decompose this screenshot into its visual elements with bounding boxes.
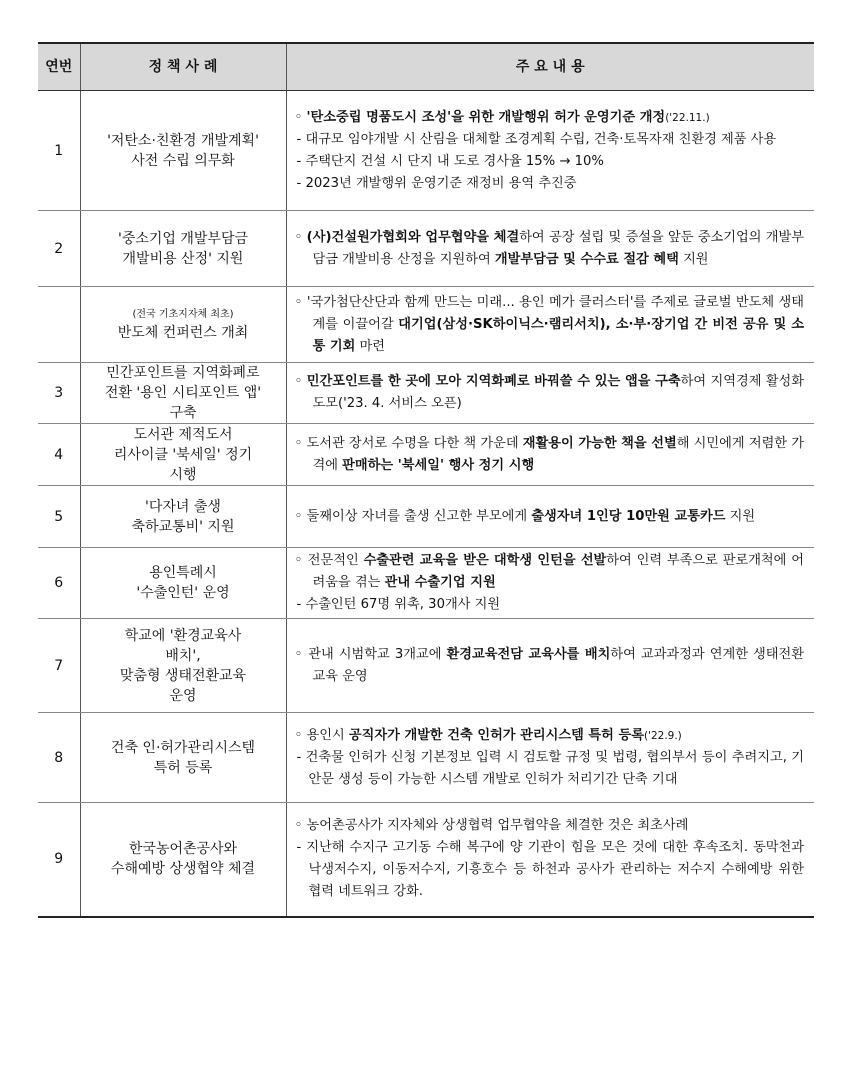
- content-text: 용인시: [306, 727, 349, 743]
- highlight-text: '탄소중립 명품도시 조성'을 위한 개발행위 허가 운영기준 개정: [306, 109, 666, 125]
- row-number: 8: [38, 713, 80, 803]
- content-cell: [286, 424, 814, 486]
- content-text: 둘째이상 자녀를 출생 신고한 부모에게: [306, 508, 532, 524]
- sub-item: [295, 837, 805, 903]
- content-text: 지난해 수지구 고기동 수해 복구에 양 기관이 힘을 모은 것에 대한 후속조치. 동막천과 낙생저수지, 이동저수지, 기흥호수 등 하천과 공사가 관리하는 저수지 수해예방 위한 협력 네트워크 강화.: [306, 840, 805, 900]
- circle-bullet-icon: ◦: [294, 508, 307, 524]
- circle-bullet-icon: ◦: [294, 818, 307, 834]
- content-text: 2023년 개발행위 운영기준 재정비 용역 추진중: [305, 175, 577, 191]
- bullet-item: [295, 815, 805, 837]
- header-number-label: 연번: [45, 59, 73, 75]
- content-text: 하여 교과과정과 연계한 생태전환교육 운영: [312, 646, 804, 684]
- table-row: [38, 486, 814, 548]
- table-row: [38, 803, 814, 917]
- content-cell: [286, 619, 814, 713]
- policy-name: 민간포인트를 지역화폐로 전환 '용인 시티포인트 앱' 구축: [104, 365, 262, 421]
- content-text: 해 시민에게 저렴한 가격에: [312, 435, 804, 473]
- circle-bullet-icon: ◦: [294, 435, 307, 451]
- policy-name: '저탄소·친환경 개발계획' 사전 수립 의무화: [107, 132, 259, 169]
- content-text: 농어촌공사가 지자체와 상생협력 업무협약을 체결한 것은 최초사례: [306, 818, 689, 834]
- row-number: 6: [38, 548, 80, 619]
- content-text: 하여 공장 설립 및 증설을 앞둔 중소기업의 개발부담금 개발비용 산정을 지원하여: [312, 229, 804, 267]
- row-number: [38, 287, 80, 363]
- header-content-label: 주 요 내 용: [515, 59, 585, 75]
- highlight-text: 관내 수출기업 지원: [384, 575, 496, 590]
- policy-name-cell: [80, 619, 286, 713]
- bullet-item: [295, 644, 805, 688]
- content-cell: [286, 211, 814, 287]
- circle-bullet-icon: ◦: [294, 553, 308, 568]
- table-row: [38, 91, 814, 211]
- row-number: 9: [38, 803, 80, 917]
- highlight-text: (사)건설원가협회와 업무협약을 체결: [306, 229, 520, 245]
- content-text: 마련: [355, 338, 385, 354]
- content-cell: [286, 363, 814, 424]
- bullet-item: [295, 550, 805, 594]
- policy-name: 건축 인·허가관리시스템 특허 등록: [110, 739, 256, 776]
- sub-item: [295, 173, 805, 195]
- bullet-item: [295, 371, 805, 415]
- content-text: 하여 지역경제 활성화 도모('23. 4. 서비스 오픈): [312, 374, 804, 411]
- bullet-item: [295, 725, 805, 747]
- dash-marker: -: [296, 175, 306, 191]
- content-text: 주택단지 건설 시 단지 내 도로 경사율 15% → 10%: [305, 153, 604, 169]
- bullet-item: [295, 107, 805, 129]
- table-row: [38, 424, 814, 486]
- policy-name: '중소기업 개발부담금 개발비용 산정' 지원: [117, 230, 248, 267]
- highlight-text: 수출관련 교육을 받은 대학생 인턴을 선발: [363, 553, 607, 568]
- table-row: [38, 363, 814, 424]
- policy-name-cell: [80, 287, 286, 363]
- row-number: 5: [38, 486, 80, 548]
- sub-item: [295, 747, 805, 791]
- content-text: ('22.9.): [643, 729, 682, 742]
- content-text: 도서관 장서로 수명을 다한 책 가운데: [306, 435, 523, 451]
- content-text: 지원: [678, 251, 709, 267]
- dash-marker: -: [296, 153, 306, 169]
- highlight-text: 민간포인트를 한 곳에 모아 지역화폐로 바꿔쓸 수 있는 앱을 구축: [306, 374, 681, 389]
- content-text: 하여 인력 부족으로 판로개척에 어려움을 겪는: [312, 553, 804, 590]
- content-text: 수출인턴 67명 위촉, 30개사 지원: [305, 597, 501, 612]
- policy-name-cell: [80, 363, 286, 424]
- header-content: [286, 43, 814, 91]
- row-number: 1: [38, 91, 80, 211]
- table-row: [38, 548, 814, 619]
- table-header-row: [38, 43, 814, 91]
- content-cell: [286, 803, 814, 917]
- highlight-text: 개발부담금 및 수수료 절감 혜택: [494, 251, 679, 267]
- highlight-text: 환경교육전담 교육사를 배치: [446, 646, 611, 662]
- circle-bullet-icon: ◦: [294, 646, 309, 662]
- bullet-item: [295, 227, 805, 271]
- sub-item: [295, 151, 805, 173]
- circle-bullet-icon: ◦: [294, 727, 307, 743]
- policy-name-cell: [80, 91, 286, 211]
- policy-name: 도서관 제적도서 리사이클 '북세일' 정기 시행: [113, 426, 253, 483]
- bullet-item: [295, 506, 805, 528]
- content-cell: [286, 713, 814, 803]
- policy-name: 반도체 컨퍼런스 개최: [117, 324, 249, 341]
- highlight-text: 재활용이 가능한 책을 선별: [522, 435, 677, 451]
- table-row: [38, 211, 814, 287]
- content-text: 관내 시범학교 3개교에: [308, 646, 447, 662]
- circle-bullet-icon: ◦: [294, 374, 307, 389]
- content-text: ('22.11.): [665, 111, 710, 124]
- policy-name-cell: [80, 803, 286, 917]
- table-row: [38, 619, 814, 713]
- sub-item: [295, 129, 805, 151]
- content-cell: [286, 548, 814, 619]
- dash-marker: -: [296, 749, 306, 765]
- content-text: 전문적인: [307, 553, 364, 568]
- row-number: 3: [38, 363, 80, 424]
- bullet-item: [295, 433, 805, 477]
- dash-marker: -: [296, 131, 306, 147]
- highlight-text: 대기업(삼성·SK하이닉스·램리서치), 소·부·장기업 간 비전 공유 및 소통 기회: [312, 316, 804, 354]
- table-row: [38, 287, 814, 363]
- sub-item: [295, 594, 805, 616]
- policy-name: '다자녀 출생 축하교통비' 지원: [131, 498, 235, 535]
- dash-marker: -: [296, 840, 307, 856]
- header-policy-label: 정 책 사 례: [148, 59, 218, 75]
- highlight-text: 출생자녀 1인당 10만원 교통카드: [531, 508, 726, 524]
- highlight-text: 판매하는 '북세일' 행사 정기 시행: [342, 457, 535, 473]
- policy-name: 용인특례시 '수출인턴' 운영: [136, 565, 230, 601]
- header-number: [38, 43, 80, 91]
- content-text: 대규모 임야개발 시 산림을 대체할 조경계획 수립, 건축·토목자재 친환경 제품 사용: [305, 131, 777, 147]
- circle-bullet-icon: ◦: [294, 294, 307, 310]
- dash-marker: -: [296, 597, 306, 612]
- content-text: 지원: [725, 508, 756, 524]
- content-text: '국가첨단산단과 함께 만드는 미래... 용인 메가 클러스터'를 주제로 글로벌 반도체 생태계를 이끌어갈: [306, 294, 804, 332]
- policy-name-cell: [80, 424, 286, 486]
- policy-name: 한국농어촌공사와 수해예방 상생협약 체결: [110, 841, 256, 878]
- policy-name-cell: [80, 486, 286, 548]
- policy-name-cell: [80, 713, 286, 803]
- policy-name-cell: [80, 211, 286, 287]
- policy-name: 학교에 '환경교육사 배치', 맞춤형 생태전환교육 운영: [119, 627, 247, 704]
- content-cell: [286, 287, 814, 363]
- policy-name-cell: [80, 548, 286, 619]
- circle-bullet-icon: ◦: [294, 229, 307, 245]
- table-row: [38, 713, 814, 803]
- policy-name-note: (전국 기초지자체 최초): [132, 308, 234, 320]
- content-cell: [286, 486, 814, 548]
- bullet-item: [295, 292, 805, 358]
- content-text: 건축물 인허가 신청 기본정보 입력 시 검토할 규정 및 법령, 협의부서 등이 추려지고, 기안문 생성 등이 가능한 시스템 개발로 인허가 처리기간 단축 기대: [305, 749, 804, 787]
- row-number: 2: [38, 211, 80, 287]
- content-cell: [286, 91, 814, 211]
- circle-bullet-icon: ◦: [294, 109, 307, 125]
- highlight-text: 공직자가 개발한 건축 인허가 관리시스템 특허 등록: [348, 727, 644, 743]
- row-number: 7: [38, 619, 80, 713]
- row-number: 4: [38, 424, 80, 486]
- header-policy: [80, 43, 286, 91]
- policy-table: [38, 42, 814, 918]
